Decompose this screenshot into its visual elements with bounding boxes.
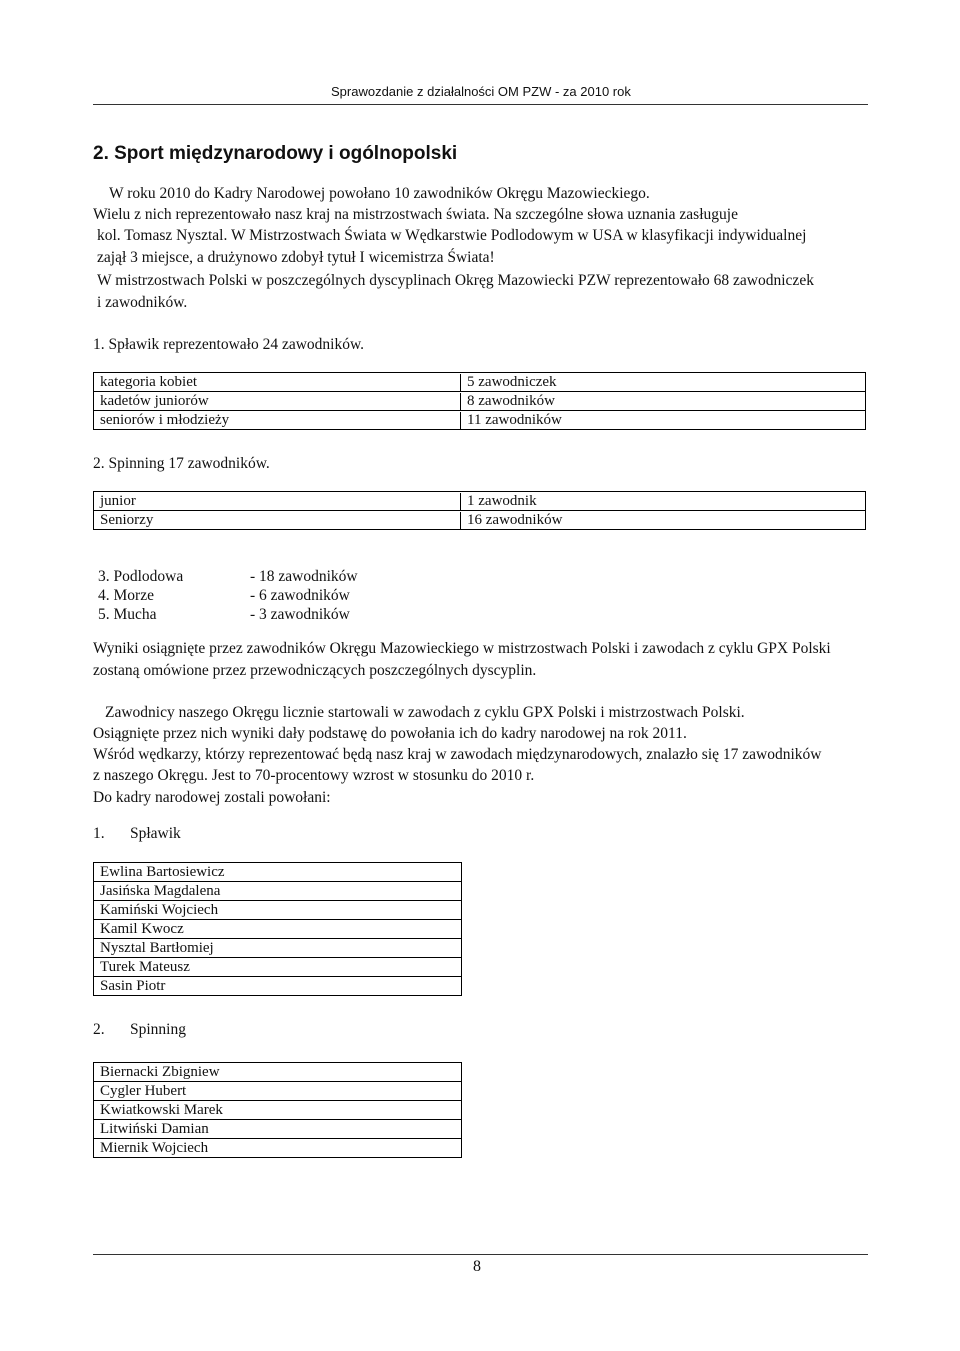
spinning-table [93,491,866,530]
intro-line: Wielu z nich reprezentowało nasz kraj na mistrzostwach świata. Na szczególne słowa uznania zasługuje [93,206,738,223]
name-cell: Turek Mateusz [94,958,462,977]
name-cell: Kwiatkowski Marek [94,1101,462,1120]
table-row [94,511,866,530]
category-cell: Seniorzy [94,511,461,530]
intro-line: W mistrzostwach Polski w poszczególnych dyscyplinach Okręg Mazowiecki PZW reprezentowało 68 zawodniczek [97,272,814,289]
intro-line: W roku 2010 do Kadry Narodowej powołano 10 zawodników Okręgu Mazowieckiego. [109,185,650,202]
table-row [94,958,462,977]
kadra-splawik-number: 1. [93,825,105,842]
table-row [94,920,462,939]
discipline-label: 4. Morze [98,587,154,604]
count-cell: 8 zawodników [460,392,866,411]
table-row [94,977,462,996]
name-cell: Miernik Wojciech [94,1139,462,1158]
table-row [94,1120,462,1139]
count-cell: 16 zawodników [460,511,866,530]
table-row [94,882,462,901]
table-row [94,1082,462,1101]
summary-line: z naszego Okręgu. Jest to 70-procentowy wzrost w stosunku do 2010 r. [93,767,535,784]
header-rule [93,104,868,105]
count-cell: 5 zawodniczek [460,373,866,392]
table-row [94,863,462,882]
kadra-spinning-number: 2. [93,1021,105,1038]
table-row [94,1101,462,1120]
spinning-heading: 2. Spinning 17 zawodników. [93,455,270,472]
section-title: 2. Sport międzynarodowy i ogólnopolski [93,143,458,164]
count-cell: 1 zawodnik [460,492,866,511]
discipline-count: - 6 zawodników [250,587,350,604]
name-cell: Cygler Hubert [94,1082,462,1101]
name-cell: Kamiński Wojciech [94,901,462,920]
kadra-spinning-heading: Spinning [130,1021,186,1038]
table-row [94,901,462,920]
name-cell: Jasińska Magdalena [94,882,462,901]
category-cell: junior [94,492,461,511]
category-cell: seniorów i młodzieży [94,411,461,430]
name-cell: Nysztal Bartłomiej [94,939,462,958]
table-row [94,1063,462,1082]
count-cell: 11 zawodników [460,411,866,430]
kadra-splawik-table [93,862,462,996]
table-row [94,373,866,392]
intro-line: i zawodników. [97,294,188,311]
name-cell: Litwiński Damian [94,1120,462,1139]
summary-line: Do kadry narodowej zostali powołani: [93,789,331,806]
table-row [94,392,866,411]
page-header: Sprawozdanie z działalności OM PZW - za 2010 rok [331,84,631,99]
summary-line: Wśród wędkarzy, którzy reprezentować będą nasz kraj w zawodach międzynarodowych, znalazło się 17 zawodników [93,746,822,763]
intro-line: kol. Tomasz Nysztal. W Mistrzostwach Świata w Wędkarstwie Podlodowym w USA w klasyfikacji indywidualnej [97,227,807,244]
discipline-label: 5. Mucha [98,606,157,623]
table-row [94,1139,462,1158]
summary-line: Zawodnicy naszego Okręgu licznie startowali w zawodach z cyklu GPX Polski i mistrzostwach Polski. [105,704,745,721]
category-cell: kadetów juniorów [94,392,461,411]
table-row [94,492,866,511]
discipline-count: - 3 zawodników [250,606,350,623]
table-row [94,939,462,958]
kadra-splawik-heading: Spławik [130,825,181,842]
name-cell: Kamil Kwocz [94,920,462,939]
category-cell: kategoria kobiet [94,373,461,392]
page-number: 8 [473,1258,481,1275]
results-line: zostaną omówione przez przewodniczących poszczególnych dyscyplin. [93,662,537,679]
summary-line: Osiągnięte przez nich wyniki dały podstawę do powołania ich do kadry narodowej na rok 2011. [93,725,687,742]
kadra-spinning-table [93,1062,462,1158]
footer-rule [93,1254,868,1255]
results-line: Wyniki osiągnięte przez zawodników Okręgu Mazowieckiego w mistrzostwach Polski i zawodach z cyklu GPX Polski [93,640,831,657]
name-cell: Sasin Piotr [94,977,462,996]
name-cell: Biernacki Zbigniew [94,1063,462,1082]
splawik-table [93,372,866,430]
intro-line: zajął 3 miejsce, a drużynowo zdobył tytuł I wicemistrza Świata! [97,249,495,266]
discipline-label: 3. Podlodowa [98,568,184,585]
discipline-count: - 18 zawodników [250,568,358,585]
table-row [94,411,866,430]
name-cell: Ewlina Bartosiewicz [94,863,462,882]
splawik-heading: 1. Spławik reprezentowało 24 zawodników. [93,336,365,353]
